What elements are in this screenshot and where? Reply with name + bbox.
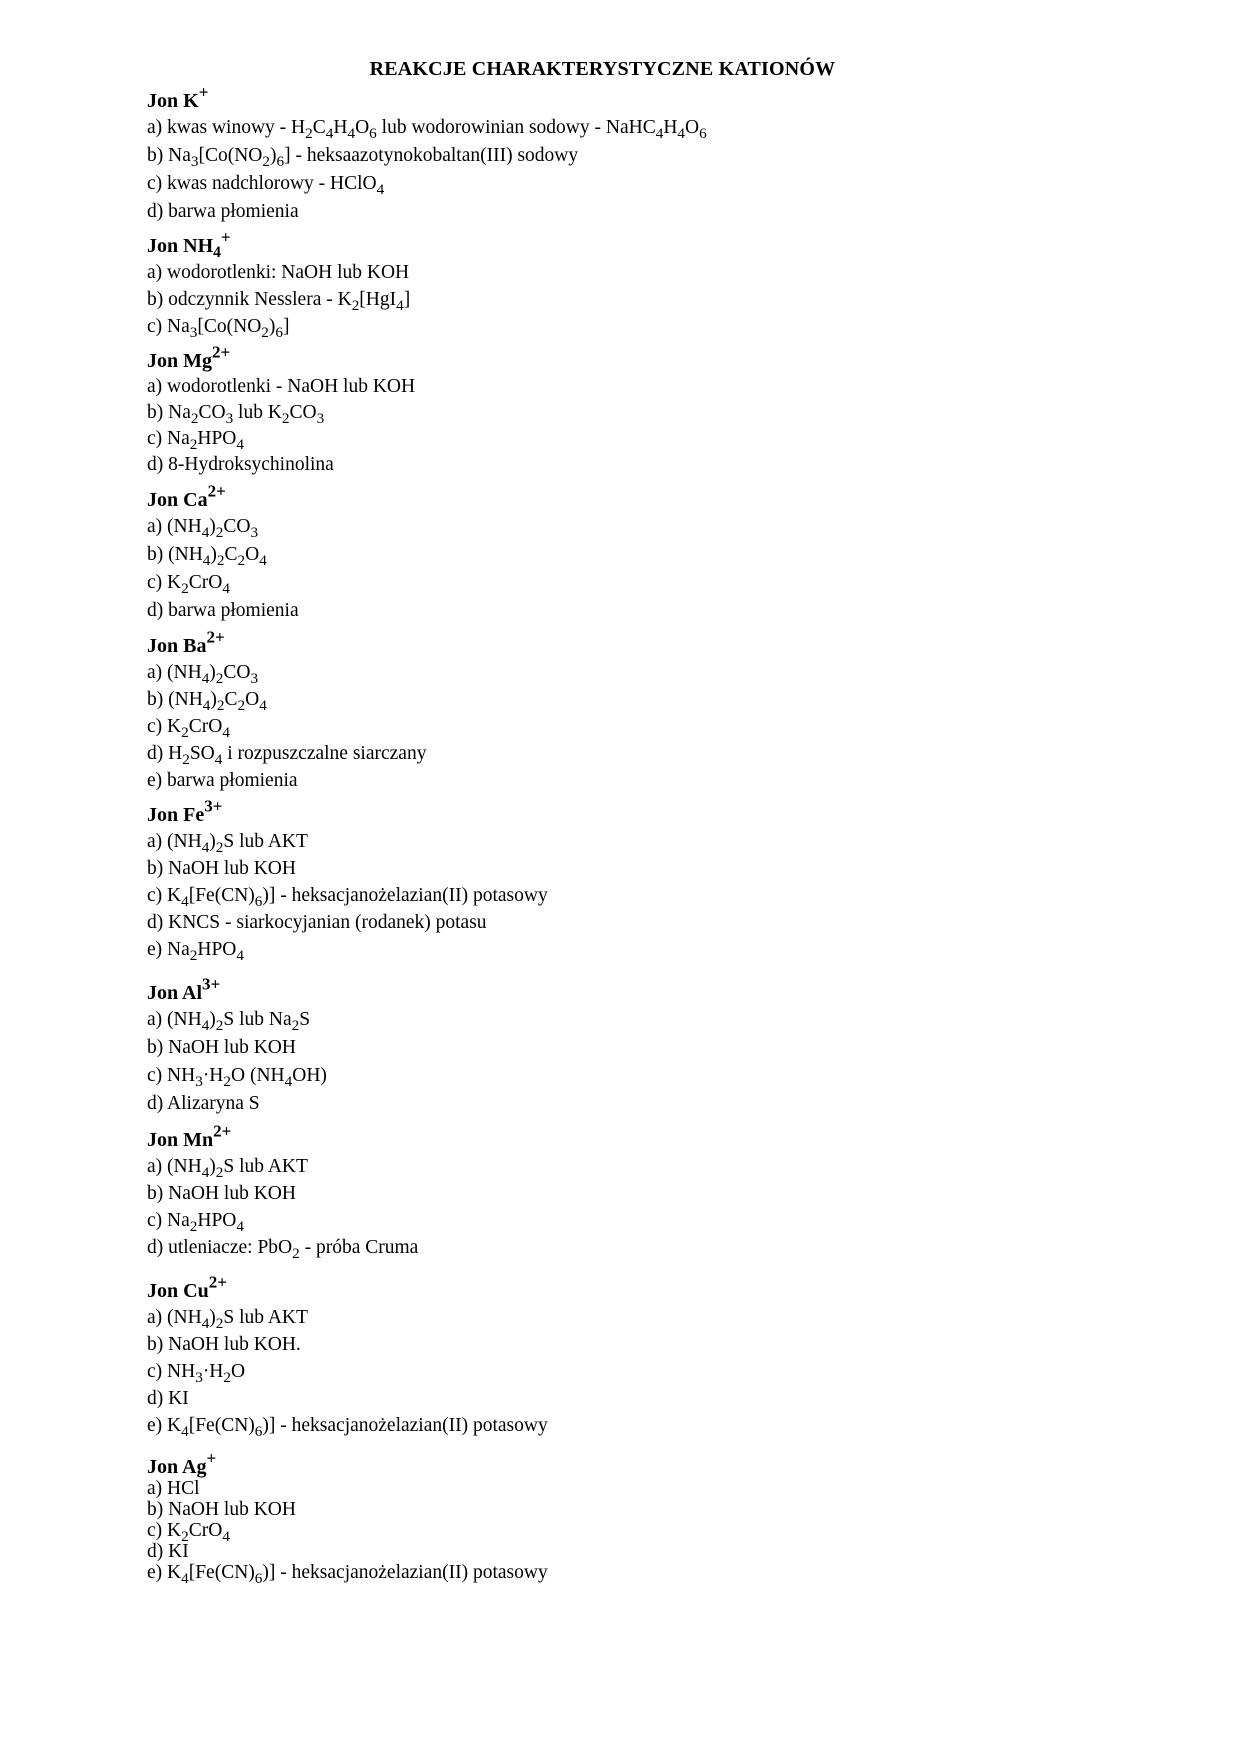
reaction-item: a) wodorotlenki: NaOH lub KOH [147,262,410,283]
reaction-item: a) $(NH_4)_2CO_3$ [147,516,259,541]
reaction-item: d) KI [147,1388,189,1409]
section-heading: Jon $Ba^{2+}$ [147,627,225,657]
page-title: REAKCJE CHARAKTERYSTYCZNE KATIONÓW [369,58,836,80]
reaction-item: e) $K_4[Fe(CN)_6)$] - heksacjanożelazian(II) potasowy [147,1415,548,1440]
reaction-item: b) NaOH lub KOH [147,1037,296,1058]
section-heading: Jon K+ [147,82,209,112]
reaction-item: c) $K_2CrO_4$ [147,572,230,597]
reaction-item: a) $(NH_4)_2S$ lub AKT [147,1156,308,1181]
reaction-item: c) $NH_3\cdot H_2O$ $(NH_4OH)$ [147,1065,327,1090]
reaction-item: a) HCl [147,1478,200,1499]
reaction-item: a) kwas winowy - $H_2C_4H_4O_6$ lub wodorowinian sodowy - $NaHC_4H_4O_6$ [147,117,707,142]
section-heading: Jon $Mg^{2+}$ [147,342,231,372]
section-jon-nh4plus [147,227,1197,341]
section-jon-agplus [147,1448,1197,1587]
reaction-item: b) $(NH_4)_2C_2O_4$ [147,689,267,714]
reaction-item: d) Alizaryna S [147,1093,260,1114]
reaction-item: b) $Na_2CO_3$ lub $K_2CO_3$ [147,402,325,427]
reaction-item: a) $(NH_4)_2S$ lub $Na_2S$ [147,1009,311,1034]
reaction-item: d) 8-Hydroksychinolina [147,454,334,475]
reaction-item: d) $H_2SO_4$ i rozpuszczalne siarczany [147,743,427,768]
section-jon-fe3plus [147,796,1197,964]
reaction-item: a) wodorotlenki - NaOH lub KOH [147,376,416,397]
section-jon-ca2plus [147,481,1197,625]
reaction-item: c) $K_4[Fe(CN)_6)$] - heksacjanożelazian(II) potasowy [147,885,548,910]
section-heading: Jon $Ca^{2+}$ [147,481,226,511]
section-jon-mg2plus [147,342,1197,478]
section-heading: Jon $Cu^{2+}$ [147,1272,227,1302]
reaction-item: c) $K_2CrO_4$ [147,716,230,741]
reaction-item: b) NaOH lub KOH [147,858,296,879]
reaction-item: d) barwa płomienia [147,600,299,621]
reaction-item: a) $(NH_4)_2S$ lub AKT [147,831,308,856]
reaction-item: d) barwa płomienia [147,201,299,222]
section-jon-al3plus [147,974,1197,1118]
section-heading: Jon $Fe^{3+}$ [147,796,223,826]
reaction-item: b) $Na_3[Co(NO_2)_6]$ - heksaazotynokobaltan(III) sodowy [147,145,579,170]
section-heading: Jon $Mn^{2+}$ [147,1121,232,1151]
section-jon-mn2plus [147,1121,1197,1262]
section-jon-ba2plus [147,627,1197,794]
reaction-item: e) barwa płomienia [147,770,298,791]
reaction-item: d) KNCS - siarkocyjanian (rodanek) potasu [147,912,487,933]
reaction-item: a) $(NH_4)_2S$ lub AKT [147,1307,308,1332]
reaction-item: e) $K_4[Fe(CN)_6)$] - heksacjanożelazian(II) potasowy [147,1562,548,1587]
reaction-item: c) $Na_2HPO_4$ [147,1210,244,1235]
reaction-item: d) KI [147,1541,189,1562]
section-heading: Jon $NH_4^+$ [147,227,231,261]
section-heading: Jon $Al^{3+}$ [147,974,221,1004]
reaction-item: e) $Na_2HPO_4$ [147,939,244,964]
reaction-item: b) $(NH_4)_2C_2O_4$ [147,544,267,569]
reaction-item: b) odczynnik Nesslera - $K_2[HgI_4]$ [147,289,411,314]
reaction-item: a) $(NH_4)_2CO_3$ [147,662,259,687]
reaction-item: c) $Na_2HPO_4$ [147,428,244,453]
reaction-item: b) NaOH lub KOH [147,1499,296,1520]
document-body [147,82,1197,1587]
section-jon-cu2plus [147,1272,1197,1440]
section-heading: Jon Ag+ [147,1448,217,1478]
reaction-item: c) kwas nadchlorowy - HClO$_4$ [147,173,385,198]
reaction-item: c) $Na_3[Co(NO_2)_6]$ [147,316,290,341]
reaction-item: c) $NH_3\cdot H_2O$ [147,1361,246,1386]
reaction-item: b) NaOH lub KOH [147,1183,296,1204]
reaction-item: b) NaOH lub KOH. [147,1334,301,1355]
reaction-item: c) $K_2CrO_4$ [147,1520,230,1545]
section-jon-kplus [147,82,1197,226]
reaction-item: d) utleniacze: PbO$_2$ - próba Cruma [147,1237,419,1262]
